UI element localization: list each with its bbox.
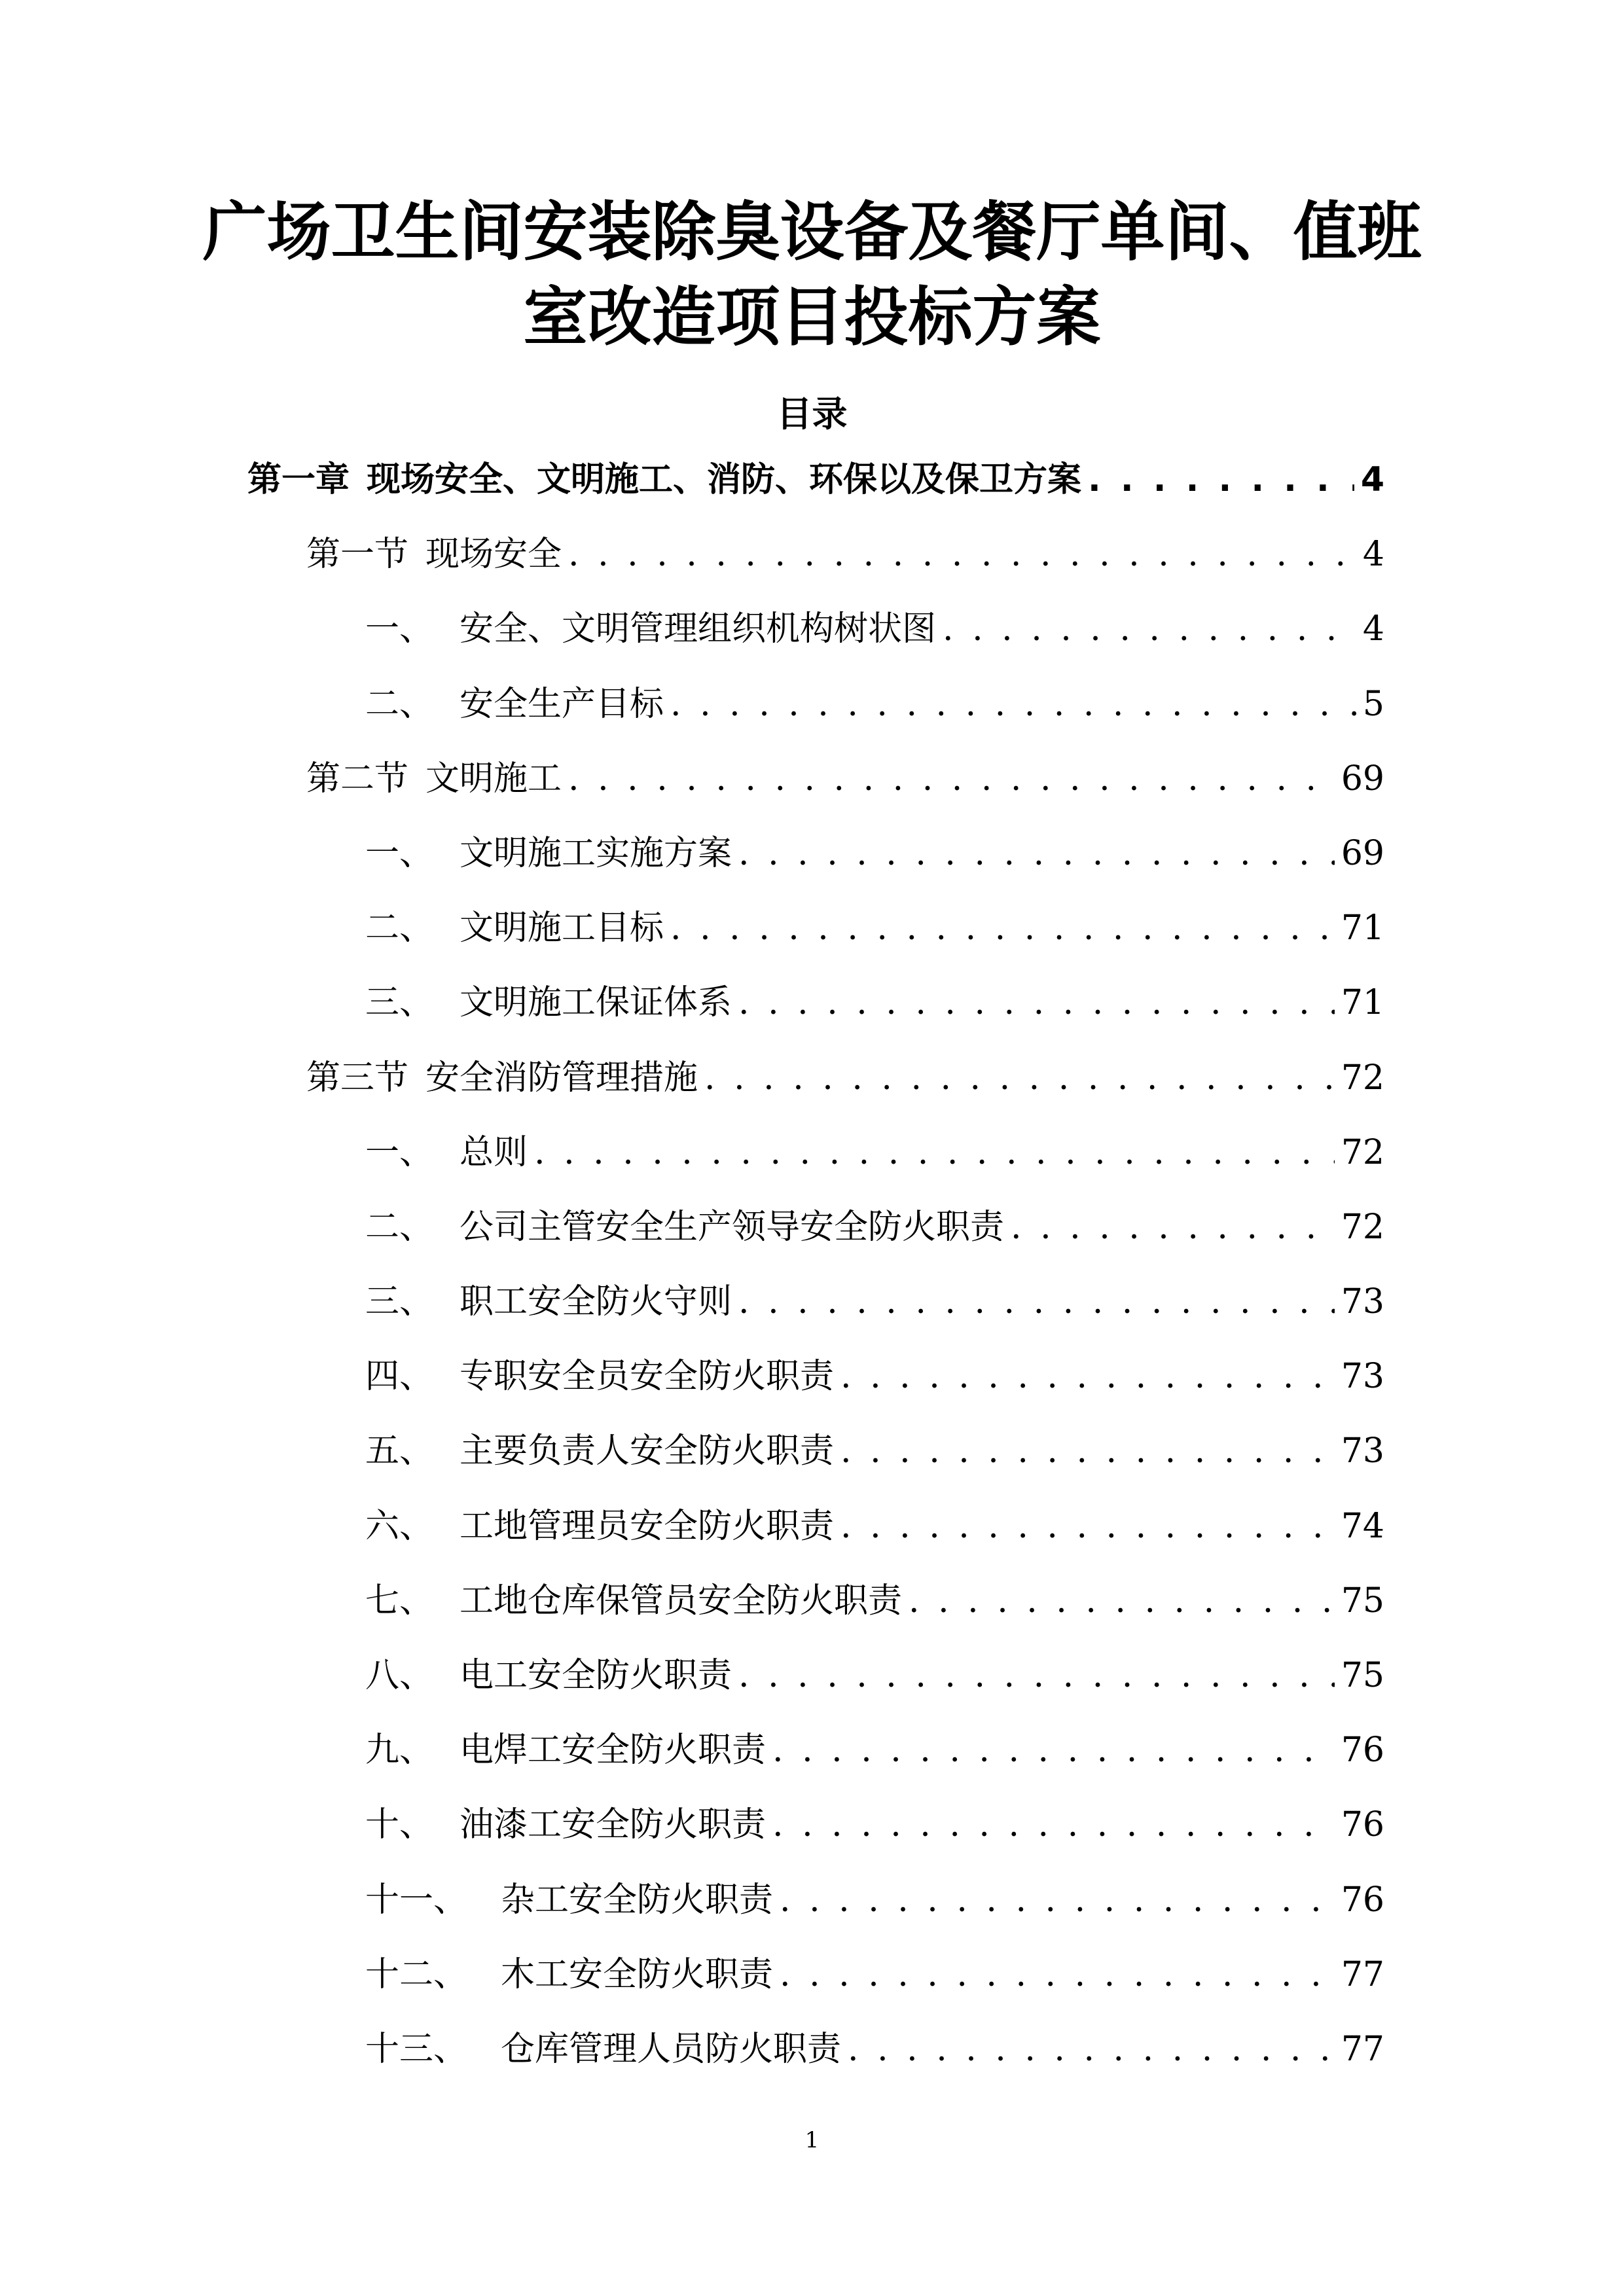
toc-entry-number: 第一章 [247, 460, 350, 499]
toc-entry-page: 5 [1362, 684, 1384, 724]
toc-heading: 目录 [776, 393, 848, 435]
dot-leader [780, 1880, 1335, 1920]
toc-entry-title: 专职安全员安全防火职责 [460, 1357, 835, 1397]
toc-entry-number: 三、 [365, 983, 434, 1023]
dot-leader [943, 609, 1356, 649]
toc-entry-number: 二、 [365, 1207, 434, 1247]
toc-entry-number: 七、 [365, 1581, 434, 1621]
toc-item-entry[interactable] [247, 2021, 1384, 2096]
toc-entry-page: 69 [1341, 833, 1384, 873]
toc-entry-page: 76 [1341, 1805, 1384, 1845]
toc-entry-page: 77 [1341, 2029, 1384, 2069]
toc-item-entry[interactable] [247, 975, 1384, 1049]
toc-entry-title: 主要负责人安全防火职责 [460, 1431, 835, 1471]
toc-entry-number: 第一节 [306, 535, 409, 575]
toc-entry-page: 72 [1341, 1132, 1384, 1172]
toc-entry-title: 杂工安全防火职责 [501, 1880, 774, 1920]
toc-item-entry[interactable] [247, 1498, 1384, 1573]
toc-entry-title: 总则 [460, 1132, 528, 1172]
toc-section-entry[interactable] [247, 751, 1384, 825]
toc-entry-number: 八、 [365, 1656, 434, 1695]
dot-leader [772, 1731, 1335, 1770]
toc-item-entry[interactable] [247, 1647, 1384, 1722]
dot-leader [534, 1133, 1335, 1172]
toc-entry-title: 安全生产目标 [460, 684, 664, 724]
toc-chapter-entry[interactable] [247, 452, 1384, 526]
toc-entry-number: 十、 [365, 1805, 434, 1845]
toc-entry-number: 一、 [365, 1132, 434, 1172]
toc-entry-page: 71 [1341, 983, 1384, 1023]
toc-entry-number: 九、 [365, 1731, 434, 1770]
toc-entry-page: 72 [1341, 1207, 1384, 1247]
toc-item-entry[interactable] [247, 1722, 1384, 1797]
toc-entry-number: 一、 [365, 833, 434, 873]
dot-leader [840, 1431, 1335, 1471]
dot-leader [738, 1656, 1335, 1695]
toc-entry-page: 74 [1341, 1506, 1384, 1546]
toc-entry-page: 75 [1341, 1581, 1384, 1621]
toc-entry-title: 公司主管安全生产领导安全防火职责 [460, 1207, 1005, 1247]
toc-entry-title: 电工安全防火职责 [460, 1656, 732, 1695]
toc-item-entry[interactable] [247, 1348, 1384, 1423]
toc-entry-title: 工地仓库保管员安全防火职责 [460, 1581, 903, 1621]
toc-item-entry[interactable] [247, 1946, 1384, 2021]
toc-entry-title: 文明施工 [425, 759, 562, 798]
dot-leader [840, 1357, 1335, 1396]
toc-entry-title: 油漆工安全防火职责 [460, 1805, 767, 1845]
toc-item-entry[interactable] [247, 1423, 1384, 1498]
toc-item-entry[interactable] [247, 1199, 1384, 1274]
toc-entry-title: 文明施工目标 [460, 908, 664, 948]
dot-leader [568, 535, 1356, 574]
toc-section-entry[interactable] [247, 1050, 1384, 1124]
toc-entry-number: 十一、 [365, 1880, 468, 1920]
toc-entry-title: 仓库管理人员防火职责 [501, 2029, 842, 2069]
toc-entry-page: 73 [1341, 1431, 1384, 1471]
toc-entry-page: 72 [1341, 1058, 1384, 1098]
toc-entry-page: 71 [1341, 908, 1384, 948]
toc-entry-title: 电焊工安全防火职责 [460, 1731, 767, 1770]
toc-item-entry[interactable] [247, 676, 1384, 751]
dot-leader [1011, 1208, 1335, 1247]
toc-item-entry[interactable] [247, 1573, 1384, 1647]
toc-entry-title: 现场安全、文明施工、消防、环保以及保卫方案 [367, 460, 1082, 499]
page-number: 1 [804, 2127, 820, 2153]
table-of-contents [247, 452, 1384, 2096]
toc-entry-title: 安全消防管理措施 [425, 1058, 698, 1098]
toc-entry-page: 76 [1341, 1880, 1384, 1920]
dot-leader [840, 1507, 1335, 1546]
toc-entry-title: 工地管理员安全防火职责 [460, 1506, 835, 1546]
dot-leader [738, 1282, 1335, 1321]
toc-entry-title: 职工安全防火守则 [460, 1282, 732, 1322]
document-title: 广场卫生间安装除臭设备及餐厅单间、值班室改造项目投标方案 [202, 195, 1422, 355]
dot-leader [780, 1955, 1335, 1994]
dot-leader [909, 1581, 1335, 1621]
dot-leader [568, 759, 1335, 798]
toc-entry-number: 第二节 [306, 759, 409, 798]
dot-leader [738, 834, 1335, 873]
toc-item-entry[interactable] [247, 900, 1384, 975]
toc-entry-title: 木工安全防火职责 [501, 1954, 774, 1994]
toc-entry-title: 现场安全 [425, 535, 562, 575]
toc-entry-title: 文明施工实施方案 [460, 833, 732, 873]
toc-entry-page: 73 [1341, 1282, 1384, 1322]
toc-entry-number: 六、 [365, 1506, 434, 1546]
toc-entry-page: 4 [1360, 460, 1384, 499]
toc-entry-page: 4 [1362, 535, 1384, 575]
toc-entry-page: 4 [1362, 609, 1384, 649]
toc-entry-number: 第三节 [306, 1058, 409, 1098]
toc-entry-page: 75 [1341, 1656, 1384, 1695]
toc-item-entry[interactable] [247, 601, 1384, 675]
toc-entry-number: 一、 [365, 609, 434, 649]
toc-entry-number: 二、 [365, 908, 434, 948]
toc-entry-number: 十三、 [365, 2029, 468, 2069]
toc-entry-number: 三、 [365, 1282, 434, 1322]
dot-leader [670, 908, 1335, 948]
toc-item-entry[interactable] [247, 1124, 1384, 1199]
toc-item-entry[interactable] [247, 1872, 1384, 1946]
toc-item-entry[interactable] [247, 825, 1384, 900]
dot-leader [1088, 460, 1354, 499]
toc-item-entry[interactable] [247, 1797, 1384, 1871]
toc-item-entry[interactable] [247, 1274, 1384, 1348]
dot-leader [670, 685, 1356, 724]
dot-leader [738, 983, 1335, 1022]
toc-entry-number: 二、 [365, 684, 434, 724]
dot-leader [704, 1058, 1335, 1098]
toc-entry-number: 五、 [365, 1431, 434, 1471]
toc-entry-page: 73 [1341, 1357, 1384, 1397]
toc-entry-title: 文明施工保证体系 [460, 983, 732, 1023]
toc-entry-page: 69 [1341, 759, 1384, 798]
toc-entry-page: 76 [1341, 1731, 1384, 1770]
toc-entry-number: 十二、 [365, 1954, 468, 1994]
toc-section-entry[interactable] [247, 526, 1384, 601]
toc-entry-title: 安全、文明管理组织机构树状图 [460, 609, 937, 649]
dot-leader [772, 1805, 1335, 1844]
dot-leader [848, 2030, 1335, 2069]
toc-entry-number: 四、 [365, 1357, 434, 1397]
toc-entry-page: 77 [1341, 1954, 1384, 1994]
